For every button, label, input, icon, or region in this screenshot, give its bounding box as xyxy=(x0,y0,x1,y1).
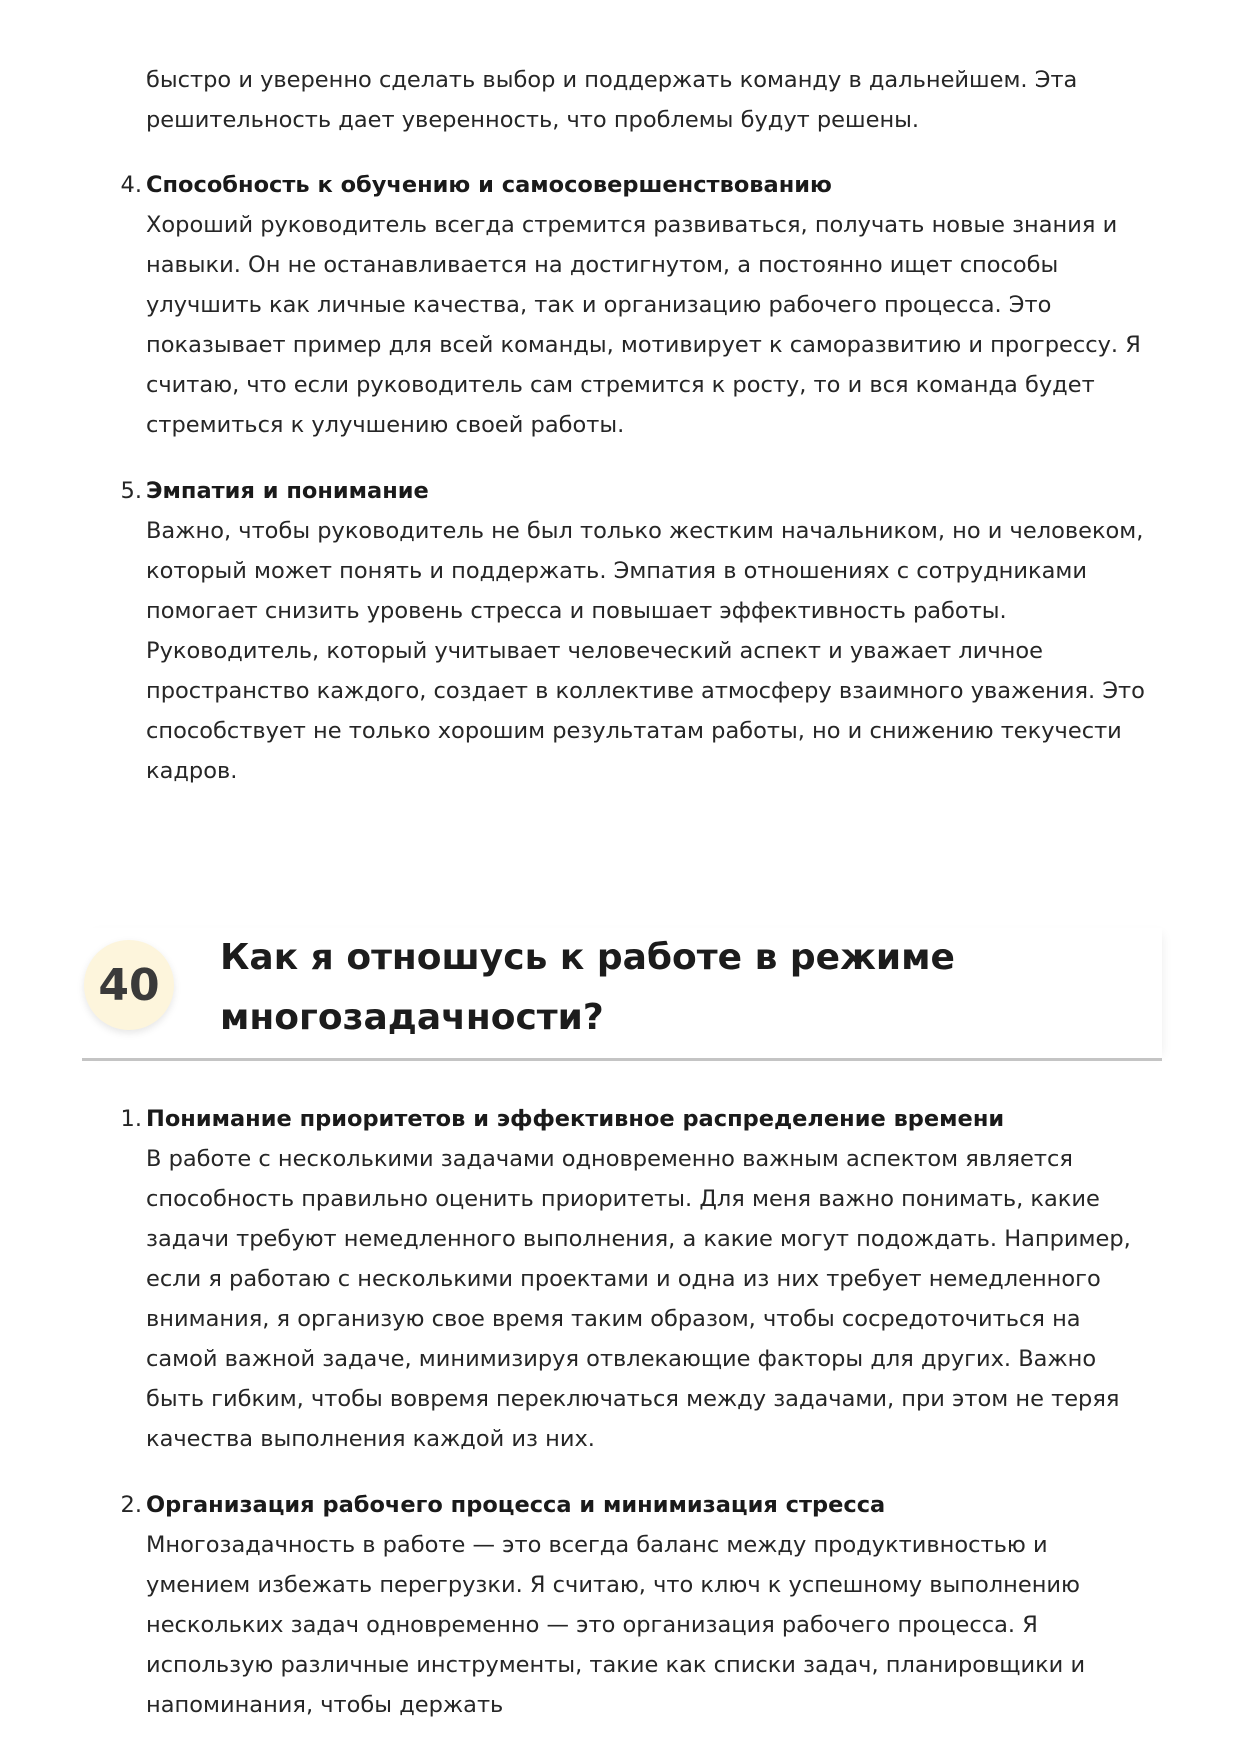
list-item-body: В работе с несколькими задачами одновременно важным аспектом является способность правильно оценить приоритеты. Для меня важно понимать, какие задачи требуют немедленного выполнения, а какие могут подождать. Например, если я работаю с несколькими проектами и одна из них требует немедленного внимания, я организую свое время таким образом, чтобы сосредоточиться на самой важной задаче, минимизируя отвлекающие факторы для других. Важно быть гибким, чтобы вовремя переключаться между задачами, при этом не теряя качества выполнения каждой из них. xyxy=(146,1146,1131,1452)
list-item-number: 5. xyxy=(120,478,142,504)
list-item-4 xyxy=(120,165,1156,445)
list-item-title: Организация рабочего процесса и минимизация стресса xyxy=(146,1492,886,1518)
list-item-2 xyxy=(120,1485,1156,1725)
list-item-title: Понимание приоритетов и эффективное распределение времени xyxy=(146,1106,1005,1132)
continued-paragraph: быстро и уверенно сделать выбор и поддержать команду в дальнейшем. Эта решительность дает уверенность, что проблемы будут решены. xyxy=(146,67,1078,133)
list-item-number: 1. xyxy=(120,1106,142,1132)
list-item-body: Многозадачность в работе — это всегда баланс между продуктивностью и умением избежать перегрузки. Я считаю, что ключ к успешному выполнению нескольких задач одновременно — это организация рабочего процесса. Я использую различные инструменты, такие как списки задач, планировщики и напоминания, чтобы держать xyxy=(146,1532,1086,1718)
section-header xyxy=(82,928,1162,1061)
list-item-5 xyxy=(120,471,1156,791)
list-item-body: Важно, чтобы руководитель не был только жестким начальником, но и человеком, который может понять и поддержать. Эмпатия в отношениях с сотрудниками помогает снизить уровень стресса и повышает эффективность работы. Руководитель, который учитывает человеческий аспект и уважает личное пространство каждого, создает в коллективе атмосферу взаимного уважения. Это способствует не только хорошим результатам работы, но и снижению текучести кадров. xyxy=(146,518,1145,784)
list-item-number: 2. xyxy=(120,1492,142,1518)
list-item-number: 4. xyxy=(120,172,142,198)
list-item-body: Хороший руководитель всегда стремится развиваться, получать новые знания и навыки. Он не останавливается на достигнутом, а постоянно ищет способы улучшить как личные качества, так и организацию рабочего процесса. Это показывает пример для всей команды, мотивирует к саморазвитию и прогрессу. Я считаю, что если руководитель сам стремится к росту, то и вся команда будет стремиться к улучшению своей работы. xyxy=(146,212,1141,438)
list-item-title: Эмпатия и понимание xyxy=(146,478,429,504)
list-item-1 xyxy=(120,1099,1156,1459)
section-title: Как я отношусь к работе в режиме многозадачности? xyxy=(220,937,955,1038)
section-number-badge: 40 xyxy=(84,940,174,1030)
list-item-title: Способность к обучению и самосовершенствованию xyxy=(146,172,832,198)
